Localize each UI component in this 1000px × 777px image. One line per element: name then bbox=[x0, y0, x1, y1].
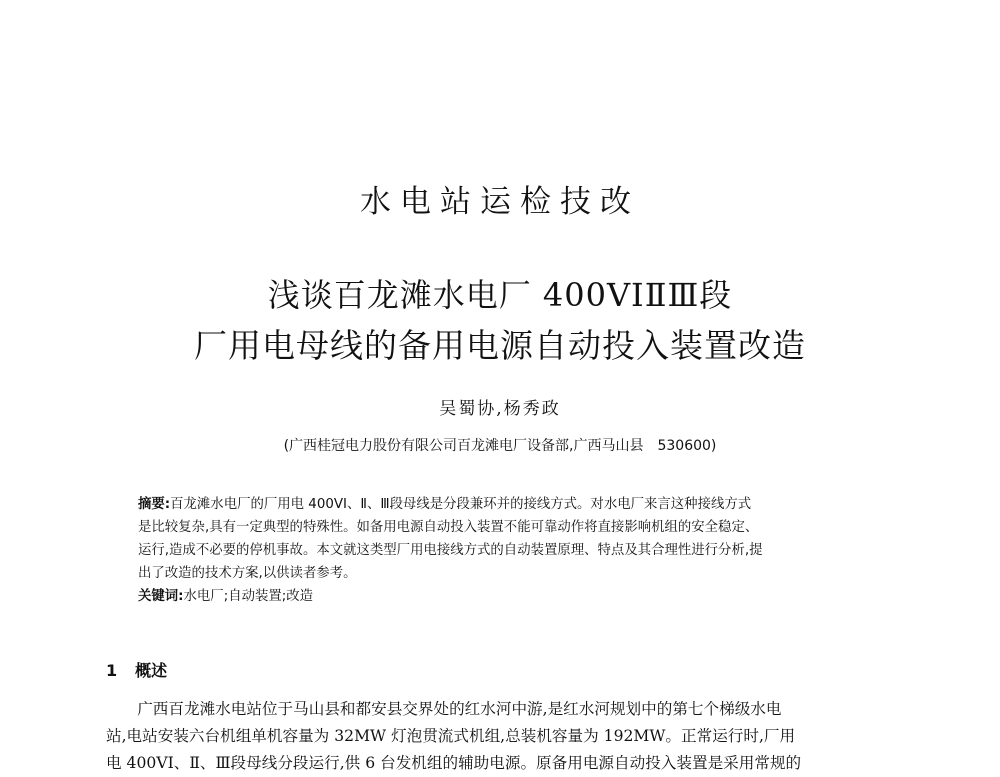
keywords bbox=[138, 585, 868, 608]
paper-title-line-2: 厂用电母线的备用电源自动投入装置改造 bbox=[194, 326, 806, 365]
authors: 吴蜀协,杨秀政 bbox=[439, 399, 561, 419]
body-line: 广西百龙滩水电站位于马山县和都安县交界处的红水河中游,是红水河规划中的第七个梯级水电 bbox=[106, 700, 782, 718]
section-number: 1 bbox=[106, 661, 118, 680]
abstract-line: 是比较复杂,具有一定典型的特殊性。如备用电源自动投入装置不能可靠动作将直接影响机组的安全稳定、 bbox=[138, 520, 759, 535]
section-title: 概述 bbox=[135, 661, 168, 680]
affiliation: (广西桂冠电力股份有限公司百龙滩电厂设备部,广西马山县 530600) bbox=[283, 438, 717, 454]
abstract bbox=[138, 493, 868, 608]
body-line: 站,电站安装六台机组单机容量为 32MW 灯泡贯流式机组,总装机容量为 192MW。正常运行时,厂用 bbox=[106, 727, 796, 745]
keywords-text: 水电厂;自动装置;改造 bbox=[183, 589, 314, 604]
body-line: 电 400VⅠ、Ⅱ、Ⅲ段母线分段运行,供 6 台发机组的辅助电源。原备用电源自动投入装置是采用常规的 bbox=[106, 754, 802, 772]
section-heading bbox=[106, 658, 167, 681]
body-text bbox=[106, 696, 896, 777]
keywords-label: 关键词: bbox=[138, 589, 184, 604]
column-title: 水电站运检技改 bbox=[360, 184, 640, 220]
abstract-line: 出了改造的技术方案,以供读者参考。 bbox=[138, 566, 357, 581]
paper-title-line-1: 浅谈百龙滩水电厂 400VⅠⅡⅢ段 bbox=[267, 276, 733, 314]
abstract-line: 运行,造成不必要的停机事故。本文就这类型厂用电接线方式的自动装置原理、特点及其合理性进行分析,提 bbox=[138, 543, 763, 558]
abstract-label: 摘要: bbox=[138, 497, 171, 512]
abstract-line: 摘要:百龙滩水电厂的厂用电 400VⅠ、Ⅱ、Ⅲ段母线是分段兼环并的接线方式。对水电厂来言这种接线方式 bbox=[138, 497, 752, 512]
